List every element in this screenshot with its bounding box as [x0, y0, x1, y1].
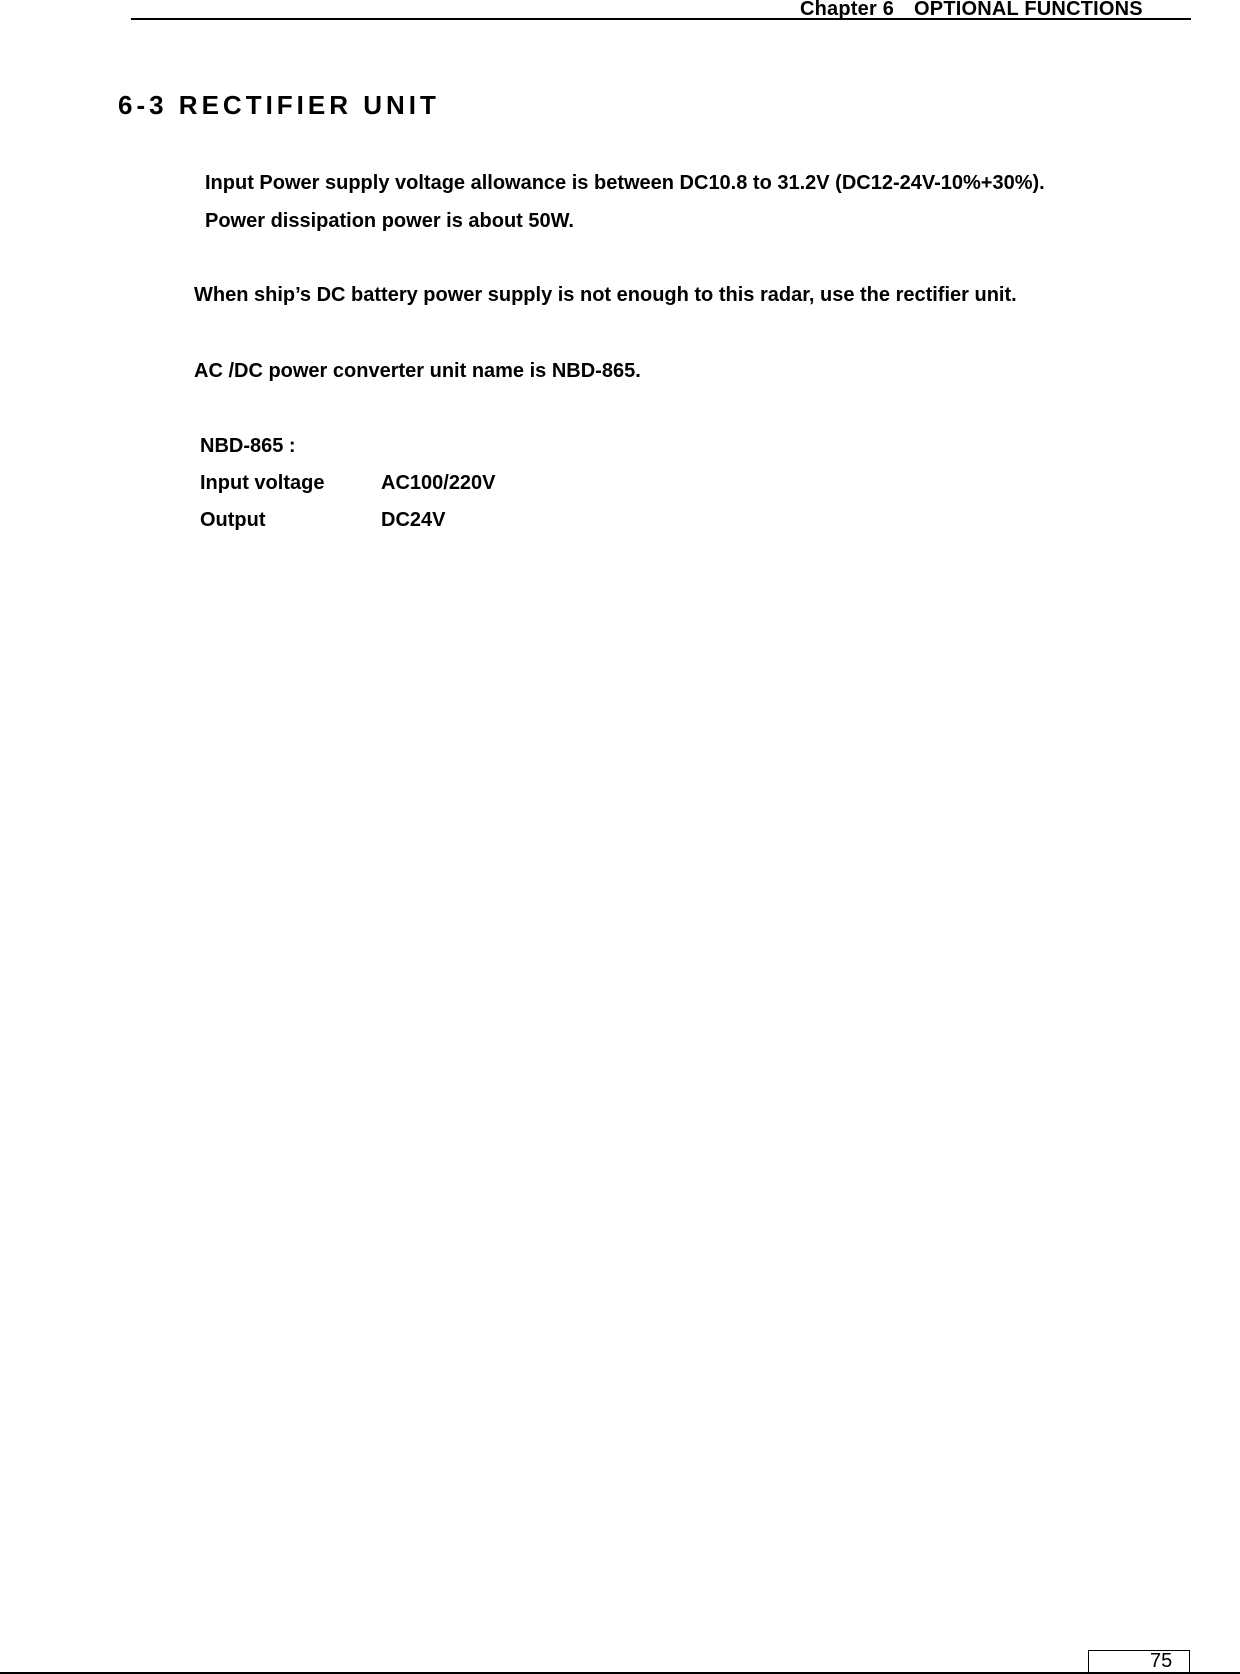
paragraph-power-dissipation: Power dissipation power is about 50W.: [205, 210, 574, 232]
chapter-title: OPTIONAL FUNCTIONS: [914, 0, 1143, 20]
spec-value-output: DC24V: [381, 509, 446, 531]
page-number: 75: [1150, 1650, 1173, 1672]
header-rule: [131, 18, 1191, 20]
paragraph-unit-name: AC /DC power converter unit name is NBD-865.: [194, 360, 641, 382]
spec-value-input-voltage: AC100/220V: [381, 472, 496, 494]
chapter-label: Chapter 6: [800, 0, 895, 20]
spec-heading: NBD-865 :: [200, 435, 296, 457]
section-title: 6-3 RECTIFIER UNIT: [118, 90, 440, 120]
spec-label-output: Output: [200, 509, 266, 531]
paragraph-voltage-allowance: Input Power supply voltage allowance is between DC10.8 to 31.2V (DC12-24V-10%+30%).: [205, 172, 1045, 194]
paragraph-battery-note: When ship’s DC battery power supply is not enough to this radar, use the rectifier unit.: [194, 284, 1017, 306]
page-number-box: [1088, 1650, 1190, 1673]
spec-label-input-voltage: Input voltage: [200, 472, 325, 494]
